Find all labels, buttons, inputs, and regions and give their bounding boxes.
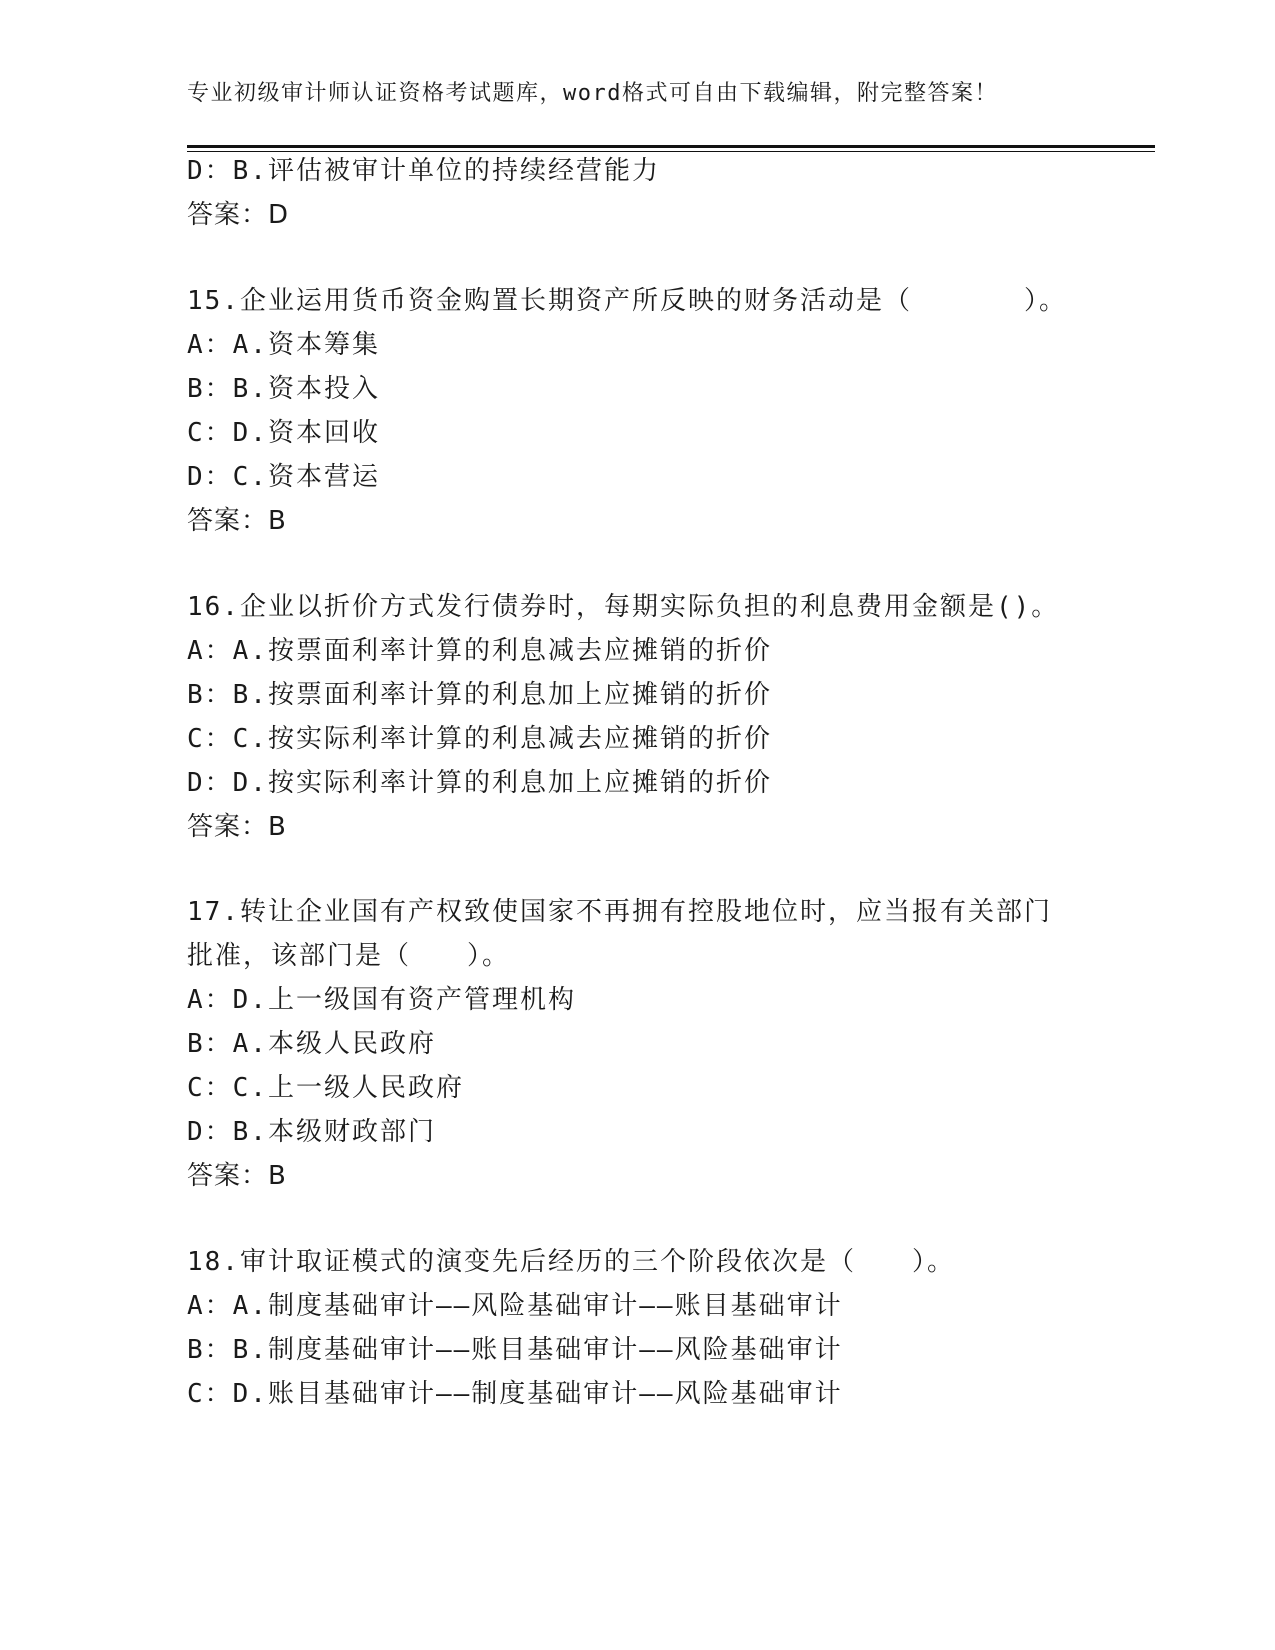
option-line: A：A.资本筹集 — [187, 330, 380, 360]
option-line: A：A.制度基础审计——风险基础审计——账目基础审计 — [187, 1291, 843, 1321]
question-17: 17.转让企业国有产权致使国家不再拥有控股地位时，应当报有关部门 — [187, 897, 1052, 927]
option-line: B：A.本级人民政府 — [187, 1029, 436, 1059]
option-line: B：B.资本投入 — [187, 374, 380, 404]
option-line: A：D.上一级国有资产管理机构 — [187, 985, 576, 1015]
header-text: 专业初级审计师认证资格考试题库，word格式可自由下载编辑，附完整答案！ — [187, 81, 998, 106]
option-line: B：B.制度基础审计——账目基础审计——风险基础审计 — [187, 1335, 843, 1365]
option-line: C：C.上一级人民政府 — [187, 1073, 464, 1103]
answer-line: 答案：B — [187, 506, 287, 536]
option-line: C：C.按实际利率计算的利息减去应摊销的折价 — [187, 724, 772, 754]
option-line: A：A.按票面利率计算的利息减去应摊销的折价 — [187, 636, 772, 666]
question-18: 18.审计取证模式的演变先后经历的三个阶段依次是（ ）。 — [187, 1247, 955, 1277]
option-line: D：B.评估被审计单位的持续经营能力 — [187, 156, 660, 186]
question-17-continued: 批准，该部门是（ ）。 — [187, 941, 511, 971]
option-line: B：B.按票面利率计算的利息加上应摊销的折价 — [187, 680, 772, 710]
option-line: C：D.账目基础审计——制度基础审计——风险基础审计 — [187, 1379, 843, 1409]
option-line: C：D.资本回收 — [187, 418, 380, 448]
question-15: 15.企业运用货币资金购置长期资产所反映的财务活动是（ ）。 — [187, 286, 1067, 316]
question-16: 16.企业以折价方式发行债券时，每期实际负担的利息费用金额是()。 — [187, 592, 1060, 622]
option-line: D：B.本级财政部门 — [187, 1117, 436, 1147]
answer-line: 答案：B — [187, 1161, 287, 1191]
answer-line: 答案：D — [187, 200, 290, 230]
option-line: D：C.资本营运 — [187, 462, 380, 492]
option-line: D：D.按实际利率计算的利息加上应摊销的折价 — [187, 768, 772, 798]
header-rule-thin — [187, 151, 1155, 152]
answer-line: 答案：B — [187, 812, 287, 842]
header-rule-thick — [187, 145, 1155, 148]
